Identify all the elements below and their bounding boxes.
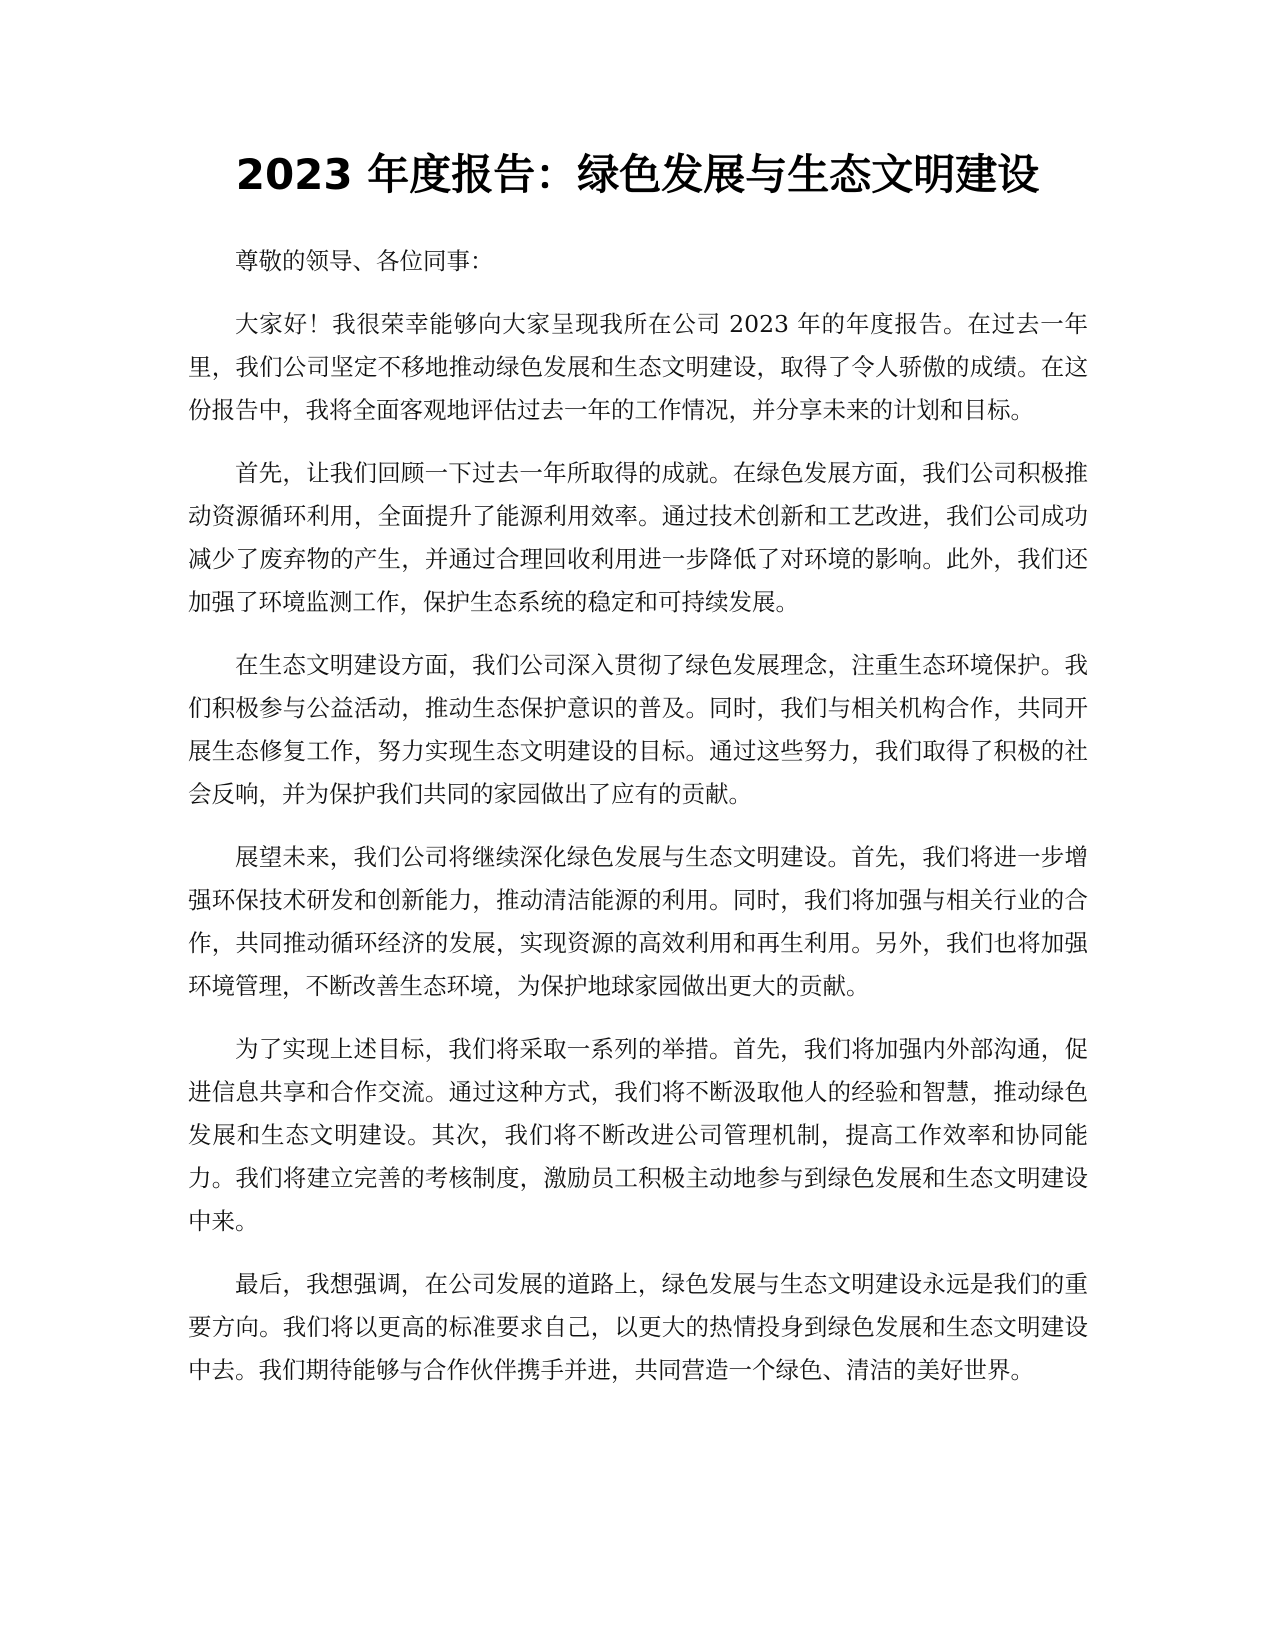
paragraph-achievements: 首先，让我们回顾一下过去一年所取得的成就。在绿色发展方面，我们公司积极推动资源循环利用，全面提升了能源利用效率。通过技术创新和工艺改进，我们公司成功减少了废弃物的产生，并通过合理回收利用进一步降低了对环境的影响。此外，我们还加强了环境监测工作，保护生态系统的稳定和可持续发展。 (188, 459, 1088, 616)
document-title: 2023 年度报告：绿色发展与生态文明建设 (235, 150, 1040, 199)
document-body (188, 240, 1088, 1412)
paragraph-outlook: 展望未来，我们公司将继续深化绿色发展与生态文明建设。首先，我们将进一步增强环保技术研发和创新能力，推动清洁能源的利用。同时，我们将加强与相关行业的合作，共同推动循环经济的发展，实现资源的高效利用和再生利用。另外，我们也将加强环境管理，不断改善生态环境，为保护地球家园做出更大的贡献。 (188, 843, 1088, 1000)
paragraph-intro: 大家好！我很荣幸能够向大家呈现我所在公司 2023 年的年度报告。在过去一年里，我们公司坚定不移地推动绿色发展和生态文明建设，取得了令人骄傲的成绩。在这份报告中，我将全面客观地评估过去一年的工作情况，并分享未来的计划和目标。 (188, 310, 1088, 424)
paragraph-measures: 为了实现上述目标，我们将采取一系列的举措。首先，我们将加强内外部沟通，促进信息共享和合作交流。通过这种方式，我们将不断汲取他人的经验和智慧，推动绿色发展和生态文明建设。其次，我们将不断改进公司管理机制，提高工作效率和协同能力。我们将建立完善的考核制度，激励员工积极主动地参与到绿色发展和生态文明建设中来。 (188, 1035, 1088, 1235)
paragraph-ecological-civilization: 在生态文明建设方面，我们公司深入贯彻了绿色发展理念，注重生态环境保护。我们积极参与公益活动，推动生态保护意识的普及。同时，我们与相关机构合作，共同开展生态修复工作，努力实现生态文明建设的目标。通过这些努力，我们取得了积极的社会反响，并为保护我们共同的家园做出了应有的贡献。 (188, 651, 1088, 808)
paragraph-conclusion: 最后，我想强调，在公司发展的道路上，绿色发展与生态文明建设永远是我们的重要方向。我们将以更高的标准要求自己，以更大的热情投身到绿色发展和生态文明建设中去。我们期待能够与合作伙伴携手并进，共同营造一个绿色、清洁的美好世界。 (188, 1270, 1088, 1384)
salutation: 尊敬的领导、各位同事： (235, 247, 494, 275)
